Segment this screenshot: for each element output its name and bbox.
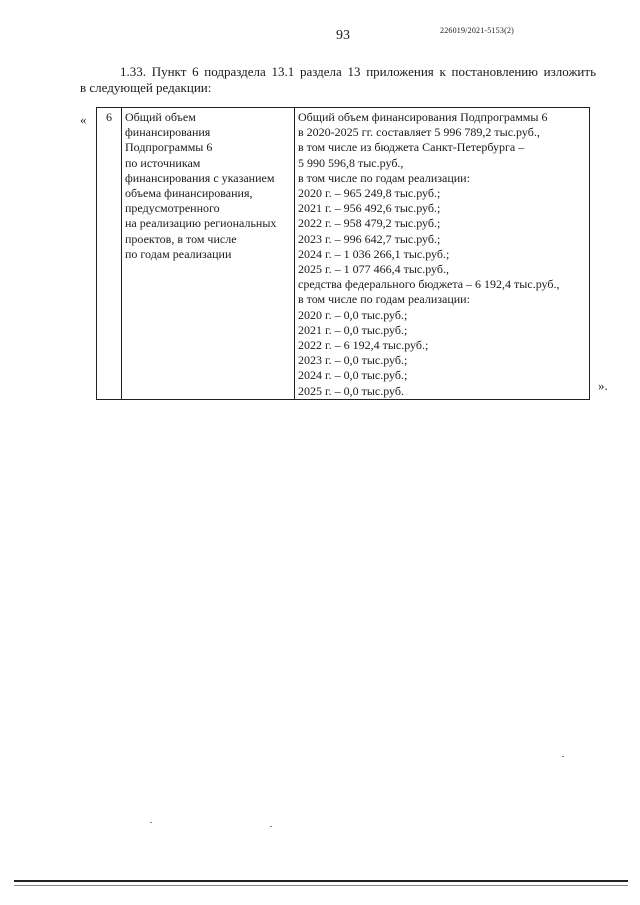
opening-quote: « xyxy=(80,112,87,127)
content-line: 2023 г. – 996 642,7 тыс.руб.; xyxy=(298,231,441,246)
row-label-cell xyxy=(122,108,295,400)
row-number: 6 xyxy=(97,108,122,400)
content-line: 2023 г. – 0,0 тыс.руб.; xyxy=(298,353,408,368)
content-line: 2020 г. – 0,0 тыс.руб.; xyxy=(298,307,408,322)
content-line: 2020 г. – 965 249,8 тыс.руб.; xyxy=(298,186,441,201)
label-line: финансирования с указанием xyxy=(125,170,275,185)
scan-speck xyxy=(562,756,564,757)
intro-line-1: 1.33. Пункт 6 подраздела 13.1 раздела 13 приложения к постановлению изложить xyxy=(120,64,596,79)
financing-table xyxy=(96,107,590,400)
content-line: в том числе из бюджета Санкт-Петербурга – xyxy=(298,140,525,155)
intro-paragraph xyxy=(80,64,596,96)
content-line: средства федерального бюджета – 6 192,4 тыс.руб., xyxy=(298,277,560,292)
content-line: 2022 г. – 958 479,2 тыс.руб.; xyxy=(298,216,441,231)
scan-speck xyxy=(270,826,272,827)
content-line: 2022 г. – 6 192,4 тыс.руб.; xyxy=(298,338,429,353)
footer-rule-thin xyxy=(14,885,628,886)
content-line: 2024 г. – 0,0 тыс.руб.; xyxy=(298,368,408,383)
label-line: на реализацию региональных xyxy=(125,216,277,231)
footer-rule xyxy=(14,880,628,882)
label-line: объема финансирования, xyxy=(125,186,253,201)
page-number: 93 xyxy=(336,28,350,43)
content-line: 2025 г. – 0,0 тыс.руб. xyxy=(298,383,404,398)
label-line: по источникам xyxy=(125,155,201,170)
content-line: Общий объем финансирования Подпрограммы 6 xyxy=(298,110,548,124)
document-code: 226019/2021-5153(2) xyxy=(440,26,515,35)
content-line: 5 990 596,8 тыс.руб., xyxy=(298,155,404,170)
content-line: 2021 г. – 0,0 тыс.руб.; xyxy=(298,322,408,337)
closing-quote: ». xyxy=(598,378,608,393)
content-line: 2024 г. – 1 036 266,1 тыс.руб.; xyxy=(298,246,450,261)
row-content-cell xyxy=(295,108,590,400)
table-row xyxy=(97,108,590,400)
label-line: предусмотренного xyxy=(125,201,220,216)
label-line: Подпрограммы 6 xyxy=(125,140,213,155)
label-line: проектов, в том числе xyxy=(125,231,237,246)
content-line: в том числе по годам реализации: xyxy=(298,170,470,185)
scan-speck xyxy=(150,822,152,823)
content-line: в том числе по годам реализации: xyxy=(298,292,470,307)
intro-line-2: в следующей редакции: xyxy=(80,80,212,95)
label-line: по годам реализации xyxy=(125,246,232,261)
content-line: 2021 г. – 956 492,6 тыс.руб.; xyxy=(298,201,441,216)
label-line: Общий объем xyxy=(125,110,196,124)
content-line: в 2020-2025 гг. составляет 5 996 789,2 тыс.руб., xyxy=(298,125,540,140)
label-line: финансирования xyxy=(125,125,211,140)
content-line: 2025 г. – 1 077 466,4 тыс.руб., xyxy=(298,262,449,277)
